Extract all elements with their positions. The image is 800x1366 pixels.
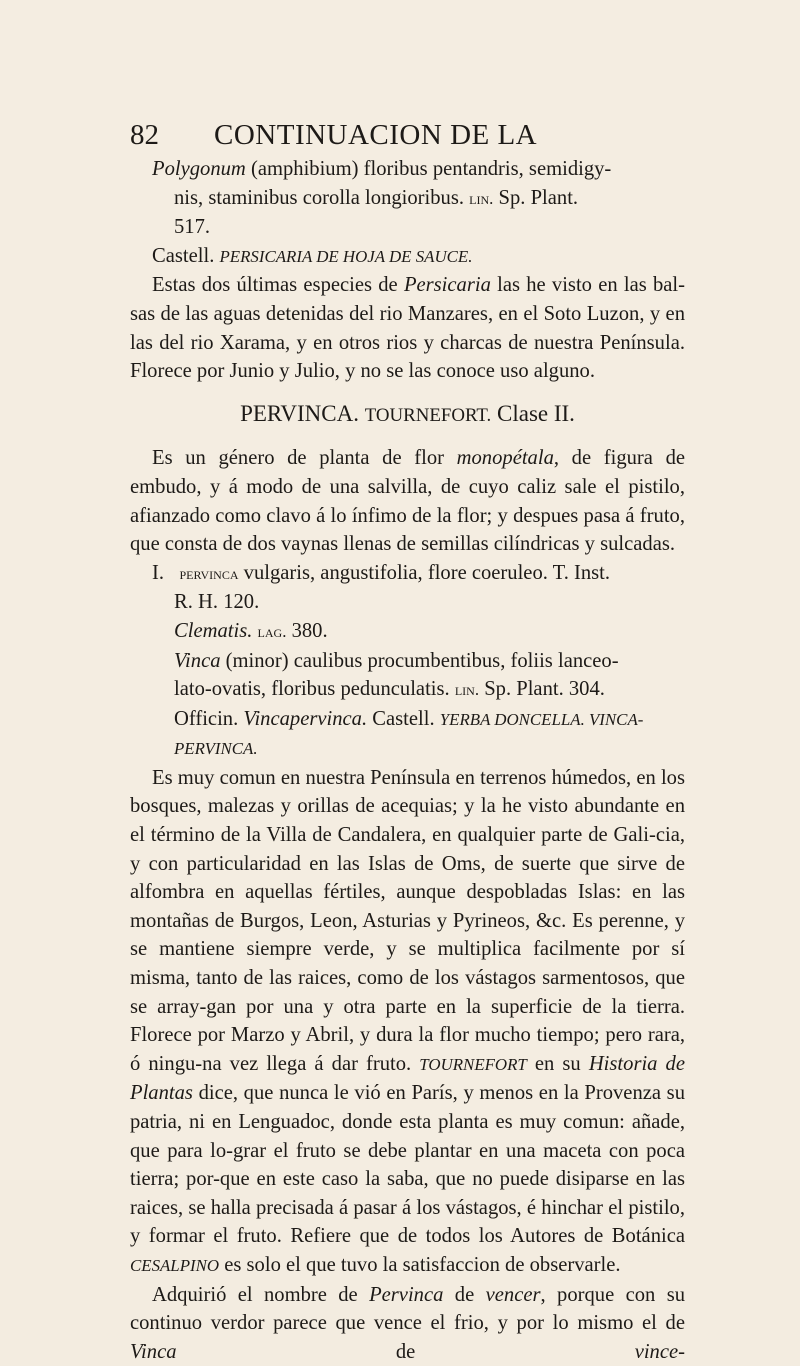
paragraph-etymology: Adquirió el nombre de Pervinca de vencer, porque con su continuo verdor parece que vence el frio, y por lo mismo el de Vinca de vince- [130, 1283, 686, 1363]
running-head: CONTINUACION DE LA [214, 119, 538, 151]
page-number: 82 [130, 119, 159, 151]
species-entry: I. pervinca vulgaris, angustifolia, flore coeruleo. T. Inst. R. H. 120. Clematis. lag. 380. Vinca (minor) caulibus procumbentibus, foliis lanceo- lato-ovatis, floribus pedunculatis. lin. Sp. Plant. 304. Officin. Vincapervinca. Castell. YERBA DONCELLA. VINCA- PERVINCA. [152, 561, 644, 759]
polygonum-entry: Polygonum (amphibium) floribus pentandris, semidigy- nis, staminibus corolla longioribus. lin. Sp. Plant. 517. Castell. PERSICARIA DE HOJA DE SAUCE. [152, 158, 612, 267]
genus-name: Polygonum [152, 158, 246, 180]
paragraph-habitat: Es muy comun en nuestra Península en terrenos húmedos, en los bosques, malezas y orillas de acequias; y la he visto abundante en el término de la Villa de Candalera, en qualquier parte de Gali-cia, y con particularidad en las Islas de Oms, de suerte que sirve de alfombra en aquellas fértiles, aunque despobladas Islas: en las montañas de Burgos, Leon, Asturias y Pyrineos, &c. Es perenne, y se mantiene siempre verde, y se multiplica facilmente por sí misma, tanto de las raices, como de los vástagos sarmentosos, que se array-gan por una y otra parte en la superficie de la tierra. Florece por Marzo y Abril, y dura la flor mucho tiempo; pero rara, ó ningu-na vez llega á dar fruto. TOURNEFORT en su Historia de Plantas dice, que nunca le vió en París, y menos en la Provenza su patria, ni en Lenguadoc, donde esta planta es muy comun: añade, que para lo-grar el fruto se debe plantar en una maceta con poca tierra; por-que en este caso la saba, que no puede disiparse en las raices, se halla precisada á pasar á los vástagos, é hinchar el pistilo, y formar el fruto. Refiere que de todos los Autores de Botánica CESALPINO es solo el que tuvo la satisfaccion de observarle. [130, 766, 685, 1276]
body-text [130, 155, 685, 1366]
section-heading: PERVINCA. TOURNEFORT. Clase II. [240, 400, 575, 426]
common-name: PERSICARIA DE HOJA DE SAUCE. [219, 246, 473, 266]
species-number: I. [152, 561, 165, 584]
paragraph-pervinca-definition: Es un género de planta de flor monopétala, de figura de embudo, y á modo de una salvilla, de cuyo caliz sale el pistilo, afianzado como clavo á lo ínfimo de la flor; y despues pasa á fruto, que consta de dos vaynas llenas de semillas cilíndricas y sulcadas. [130, 447, 686, 556]
paragraph-persicaria: Estas dos últimas especies de Persicaria las he visto en las bal-sas de las aguas detenidas del rio Manzares, en el Soto Luzon, y en las del rio Xarama, y en otros rios y charcas de nuestra Península. Florece por Junio y Julio, y no se las conoce uso alguno. [130, 274, 685, 383]
